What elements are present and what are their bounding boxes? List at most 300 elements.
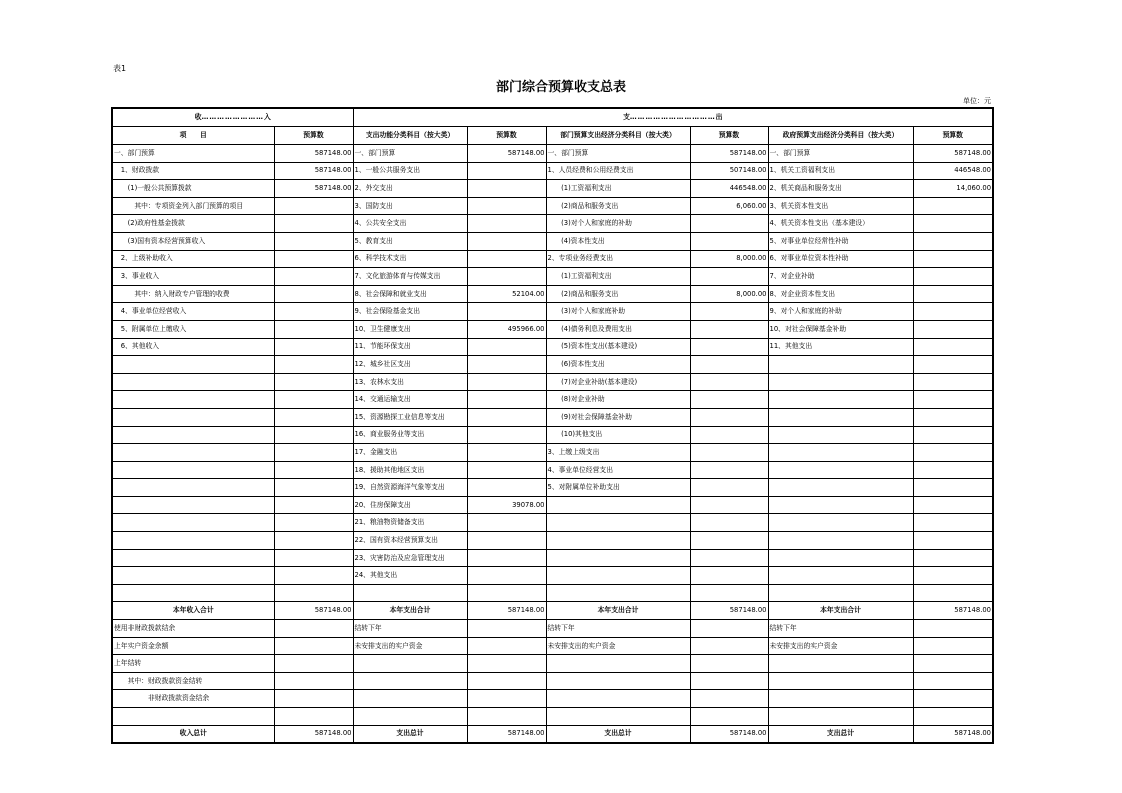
econ-gov-budget <box>913 268 993 286</box>
econ-dept-budget <box>690 620 768 638</box>
econ-gov-budget <box>913 285 993 303</box>
econ-gov-budget <box>913 320 993 338</box>
func-item <box>353 655 467 673</box>
func-item: 17、金融支出 <box>353 444 467 462</box>
func-item: 18、援助其他地区支出 <box>353 461 467 479</box>
econ-gov-item: 2、机关商品和服务支出 <box>768 180 913 198</box>
income-budget: 587148.00 <box>274 602 353 620</box>
func-item: 12、城乡社区支出 <box>353 356 467 374</box>
income-budget <box>274 514 353 532</box>
econ-dept-item: (4)资本性支出 <box>546 232 690 250</box>
income-budget <box>274 303 353 321</box>
income-budget <box>274 672 353 690</box>
table-row <box>112 461 993 479</box>
func-item: 21、粮油物资储备支出 <box>353 514 467 532</box>
econ-dept-budget <box>690 373 768 391</box>
econ-dept-item: 4、事业单位经营支出 <box>546 461 690 479</box>
econ-dept-budget <box>690 320 768 338</box>
econ-gov-item: 5、对事业单位经常性补助 <box>768 232 913 250</box>
econ-gov-item: 8、对企业资本性支出 <box>768 285 913 303</box>
econ-gov-item: 支出总计 <box>768 725 913 743</box>
econ-gov-item <box>768 567 913 585</box>
header-row-2 <box>112 127 993 145</box>
func-budget <box>467 514 546 532</box>
income-item <box>112 549 274 567</box>
econ-gov-item: 9、对个人和家庭的补助 <box>768 303 913 321</box>
econ-dept-budget <box>690 655 768 673</box>
income-budget <box>274 320 353 338</box>
table-label: 表1 <box>113 64 127 73</box>
col-header-item: 项 目 <box>112 127 274 145</box>
col-header-budget: 预算数 <box>467 127 546 145</box>
econ-dept-item: (3)对个人和家庭补助 <box>546 303 690 321</box>
table-row <box>112 708 993 726</box>
econ-dept-budget <box>690 567 768 585</box>
func-budget <box>467 268 546 286</box>
table-row <box>112 145 993 163</box>
income-item <box>112 356 274 374</box>
econ-gov-item <box>768 461 913 479</box>
econ-gov-budget <box>913 496 993 514</box>
income-budget <box>274 708 353 726</box>
table-row <box>112 637 993 655</box>
econ-dept-budget <box>690 232 768 250</box>
table-row <box>112 320 993 338</box>
income-budget: 587148.00 <box>274 145 353 163</box>
econ-gov-budget <box>913 690 993 708</box>
econ-dept-budget <box>690 268 768 286</box>
func-budget <box>467 672 546 690</box>
econ-dept-item <box>546 708 690 726</box>
func-item <box>353 708 467 726</box>
income-item <box>112 708 274 726</box>
econ-dept-item <box>546 514 690 532</box>
econ-gov-item <box>768 514 913 532</box>
econ-gov-item: 本年支出合计 <box>768 602 913 620</box>
header-row-1 <box>112 108 993 127</box>
func-item: 15、资源勘探工业信息等支出 <box>353 408 467 426</box>
econ-dept-budget <box>690 303 768 321</box>
econ-dept-budget: 8,000.00 <box>690 285 768 303</box>
table-row <box>112 250 993 268</box>
econ-gov-budget: 446548.00 <box>913 162 993 180</box>
func-budget <box>467 444 546 462</box>
econ-gov-item: 1、机关工资福利支出 <box>768 162 913 180</box>
func-budget <box>467 690 546 708</box>
table-row <box>112 532 993 550</box>
econ-dept-budget <box>690 690 768 708</box>
col-header-budget: 预算数 <box>690 127 768 145</box>
income-budget <box>274 690 353 708</box>
econ-dept-budget: 587148.00 <box>690 602 768 620</box>
func-item: 8、社会保障和就业支出 <box>353 285 467 303</box>
income-item <box>112 496 274 514</box>
econ-gov-item <box>768 356 913 374</box>
table-row <box>112 479 993 497</box>
income-item: 非财政拨款资金结余 <box>112 690 274 708</box>
econ-gov-budget: 587148.00 <box>913 145 993 163</box>
econ-dept-budget <box>690 391 768 409</box>
income-item <box>112 444 274 462</box>
func-budget <box>467 532 546 550</box>
budget-summary-table <box>111 107 994 744</box>
econ-gov-budget <box>913 250 993 268</box>
econ-gov-budget <box>913 338 993 356</box>
econ-dept-item: (5)资本性支出(基本建设) <box>546 338 690 356</box>
func-budget <box>467 338 546 356</box>
income-budget <box>274 496 353 514</box>
table-row <box>112 197 993 215</box>
income-item <box>112 426 274 444</box>
econ-dept-budget: 587148.00 <box>690 145 768 163</box>
econ-dept-item: 结转下年 <box>546 620 690 638</box>
econ-dept-item <box>546 655 690 673</box>
func-item: 结转下年 <box>353 620 467 638</box>
func-budget <box>467 461 546 479</box>
table-row <box>112 232 993 250</box>
econ-dept-item <box>546 567 690 585</box>
econ-gov-budget <box>913 549 993 567</box>
econ-dept-item: 1、人员经费和公用经费支出 <box>546 162 690 180</box>
econ-gov-item: 3、机关资本性支出 <box>768 197 913 215</box>
econ-dept-budget <box>690 514 768 532</box>
econ-gov-budget <box>913 479 993 497</box>
econ-gov-budget <box>913 391 993 409</box>
grand-total-row <box>112 725 993 743</box>
table-row <box>112 373 993 391</box>
econ-dept-item: (8)对企业补助 <box>546 391 690 409</box>
income-budget <box>274 479 353 497</box>
income-header: 收……………………入 <box>112 108 353 127</box>
income-budget <box>274 532 353 550</box>
func-item: 支出总计 <box>353 725 467 743</box>
func-budget <box>467 637 546 655</box>
econ-gov-item <box>768 479 913 497</box>
econ-dept-item: (1)工资福利支出 <box>546 180 690 198</box>
econ-gov-item: 一、部门预算 <box>768 145 913 163</box>
func-item: 16、商业服务业等支出 <box>353 426 467 444</box>
income-item: 4、事业单位经营收入 <box>112 303 274 321</box>
econ-gov-item: 6、对事业单位资本性补助 <box>768 250 913 268</box>
econ-gov-budget <box>913 567 993 585</box>
income-item: 其中：纳入财政专户管理的收费 <box>112 285 274 303</box>
econ-gov-item: 结转下年 <box>768 620 913 638</box>
income-item: (1)一般公共预算拨款 <box>112 180 274 198</box>
econ-dept-item <box>546 549 690 567</box>
econ-dept-budget <box>690 479 768 497</box>
econ-dept-budget <box>690 532 768 550</box>
econ-gov-budget <box>913 356 993 374</box>
func-item: 14、交通运输支出 <box>353 391 467 409</box>
func-item <box>353 690 467 708</box>
table-row <box>112 549 993 567</box>
econ-dept-item: (7)对企业补助(基本建设) <box>546 373 690 391</box>
func-item: 一、部门预算 <box>353 145 467 163</box>
func-item: 22、国有资本经营预算支出 <box>353 532 467 550</box>
econ-dept-item <box>546 584 690 602</box>
income-item <box>112 391 274 409</box>
func-item: 11、节能环保支出 <box>353 338 467 356</box>
func-budget <box>467 479 546 497</box>
table-row <box>112 408 993 426</box>
func-budget: 52104.00 <box>467 285 546 303</box>
table-row <box>112 215 993 233</box>
econ-gov-budget <box>913 426 993 444</box>
econ-dept-budget <box>690 215 768 233</box>
func-budget <box>467 584 546 602</box>
econ-gov-budget <box>913 655 993 673</box>
econ-dept-item: (9)对社会保障基金补助 <box>546 408 690 426</box>
econ-gov-budget <box>913 637 993 655</box>
table-row <box>112 514 993 532</box>
econ-dept-budget <box>690 672 768 690</box>
table-row <box>112 567 993 585</box>
income-item: 2、上级补助收入 <box>112 250 274 268</box>
econ-dept-budget <box>690 637 768 655</box>
income-item: 使用非财政拨款结余 <box>112 620 274 638</box>
func-budget <box>467 567 546 585</box>
func-item <box>353 672 467 690</box>
func-budget <box>467 391 546 409</box>
func-item: 3、国防支出 <box>353 197 467 215</box>
income-budget <box>274 637 353 655</box>
econ-dept-budget: 446548.00 <box>690 180 768 198</box>
econ-dept-item <box>546 532 690 550</box>
income-budget <box>274 584 353 602</box>
econ-gov-budget <box>913 444 993 462</box>
econ-gov-item <box>768 708 913 726</box>
func-item: 7、文化旅游体育与传媒支出 <box>353 268 467 286</box>
income-item <box>112 373 274 391</box>
func-budget <box>467 197 546 215</box>
econ-dept-item: (3)对个人和家庭的补助 <box>546 215 690 233</box>
econ-gov-item <box>768 584 913 602</box>
income-item <box>112 461 274 479</box>
income-budget <box>274 444 353 462</box>
income-budget <box>274 373 353 391</box>
econ-gov-budget <box>913 232 993 250</box>
econ-dept-budget <box>690 708 768 726</box>
income-item: 收入总计 <box>112 725 274 743</box>
econ-gov-budget <box>913 532 993 550</box>
income-budget <box>274 426 353 444</box>
econ-gov-item <box>768 496 913 514</box>
income-item: 上年结转 <box>112 655 274 673</box>
func-item: 24、其他支出 <box>353 567 467 585</box>
table-row <box>112 180 993 198</box>
income-budget <box>274 620 353 638</box>
econ-gov-item: 10、对社会保障基金补助 <box>768 320 913 338</box>
econ-gov-budget <box>913 672 993 690</box>
income-budget: 587148.00 <box>274 725 353 743</box>
econ-dept-item: 2、专项业务经费支出 <box>546 250 690 268</box>
func-budget: 39078.00 <box>467 496 546 514</box>
econ-dept-budget <box>690 584 768 602</box>
income-budget <box>274 549 353 567</box>
econ-dept-item: 未安排支出的实户资金 <box>546 637 690 655</box>
econ-dept-budget: 507148.00 <box>690 162 768 180</box>
econ-gov-item <box>768 408 913 426</box>
table-row <box>112 162 993 180</box>
econ-gov-item <box>768 532 913 550</box>
income-budget: 587148.00 <box>274 180 353 198</box>
income-budget <box>274 285 353 303</box>
econ-dept-budget: 8,000.00 <box>690 250 768 268</box>
func-budget <box>467 215 546 233</box>
func-item: 1、一般公共服务支出 <box>353 162 467 180</box>
col-header-budget: 预算数 <box>274 127 353 145</box>
econ-dept-budget <box>690 408 768 426</box>
income-budget <box>274 197 353 215</box>
econ-gov-budget: 587148.00 <box>913 725 993 743</box>
func-item: 13、农林水支出 <box>353 373 467 391</box>
econ-dept-item: (2)商品和服务支出 <box>546 197 690 215</box>
table-row <box>112 655 993 673</box>
econ-dept-budget: 587148.00 <box>690 725 768 743</box>
func-budget: 495966.00 <box>467 320 546 338</box>
income-item: 上年实户资金余额 <box>112 637 274 655</box>
income-budget: 587148.00 <box>274 162 353 180</box>
func-budget <box>467 408 546 426</box>
econ-dept-item <box>546 690 690 708</box>
func-item: 2、外交支出 <box>353 180 467 198</box>
econ-gov-budget: 587148.00 <box>913 602 993 620</box>
func-item: 19、自然资源海洋气象等支出 <box>353 479 467 497</box>
econ-dept-item: (2)商品和服务支出 <box>546 285 690 303</box>
econ-gov-budget <box>913 620 993 638</box>
econ-gov-item <box>768 672 913 690</box>
func-budget <box>467 303 546 321</box>
func-item: 23、灾害防治及应急管理支出 <box>353 549 467 567</box>
income-item: (3)国有资本经营预算收入 <box>112 232 274 250</box>
col-header-econ-gov: 政府预算支出经济分类科目（按大类） <box>768 127 913 145</box>
func-item: 9、社会保险基金支出 <box>353 303 467 321</box>
table-row <box>112 620 993 638</box>
income-item: 本年收入合计 <box>112 602 274 620</box>
econ-dept-budget <box>690 496 768 514</box>
func-item: 本年支出合计 <box>353 602 467 620</box>
econ-gov-budget <box>913 408 993 426</box>
func-item: 10、卫生健康支出 <box>353 320 467 338</box>
func-budget: 587148.00 <box>467 145 546 163</box>
econ-gov-item <box>768 444 913 462</box>
func-budget: 587148.00 <box>467 602 546 620</box>
econ-dept-item: (6)资本性支出 <box>546 356 690 374</box>
econ-gov-item <box>768 426 913 444</box>
func-budget <box>467 232 546 250</box>
table-row <box>112 338 993 356</box>
func-budget <box>467 655 546 673</box>
econ-gov-item: 11、其他支出 <box>768 338 913 356</box>
econ-dept-item: 本年支出合计 <box>546 602 690 620</box>
econ-dept-item <box>546 672 690 690</box>
econ-gov-item <box>768 391 913 409</box>
income-budget <box>274 250 353 268</box>
func-item <box>353 584 467 602</box>
income-budget <box>274 391 353 409</box>
econ-gov-item: 未安排支出的实户资金 <box>768 637 913 655</box>
income-budget <box>274 461 353 479</box>
econ-dept-item: 一、部门预算 <box>546 145 690 163</box>
table-row <box>112 285 993 303</box>
func-budget: 587148.00 <box>467 725 546 743</box>
func-item: 5、教育支出 <box>353 232 467 250</box>
income-item: (2)政府性基金拨款 <box>112 215 274 233</box>
func-item: 未安排支出的实户资金 <box>353 637 467 655</box>
econ-gov-item <box>768 690 913 708</box>
income-item: 3、事业收入 <box>112 268 274 286</box>
table-row <box>112 584 993 602</box>
table-row <box>112 672 993 690</box>
income-budget <box>274 408 353 426</box>
func-budget <box>467 549 546 567</box>
income-item <box>112 408 274 426</box>
econ-dept-item: (4)债务利息及费用支出 <box>546 320 690 338</box>
func-item: 20、住房保障支出 <box>353 496 467 514</box>
econ-gov-budget <box>913 708 993 726</box>
table-row <box>112 496 993 514</box>
econ-dept-item: (10)其他支出 <box>546 426 690 444</box>
econ-gov-budget <box>913 584 993 602</box>
func-item: 6、科学技术支出 <box>353 250 467 268</box>
table-row <box>112 690 993 708</box>
econ-dept-budget: 6,060.00 <box>690 197 768 215</box>
income-item: 5、附属单位上缴收入 <box>112 320 274 338</box>
econ-dept-item <box>546 496 690 514</box>
econ-gov-budget <box>913 461 993 479</box>
econ-dept-budget <box>690 549 768 567</box>
econ-dept-budget <box>690 338 768 356</box>
econ-dept-item: 3、上缴上级支出 <box>546 444 690 462</box>
income-budget <box>274 655 353 673</box>
econ-dept-item: 5、对附属单位补助支出 <box>546 479 690 497</box>
econ-gov-budget <box>913 514 993 532</box>
table-row <box>112 303 993 321</box>
econ-gov-item <box>768 655 913 673</box>
func-budget <box>467 356 546 374</box>
func-budget <box>467 250 546 268</box>
econ-gov-budget <box>913 197 993 215</box>
func-budget <box>467 373 546 391</box>
col-header-budget: 预算数 <box>913 127 993 145</box>
func-budget <box>467 620 546 638</box>
year-total-row <box>112 602 993 620</box>
table-row <box>112 356 993 374</box>
econ-dept-budget <box>690 356 768 374</box>
econ-gov-item: 7、对企业补助 <box>768 268 913 286</box>
unit-label: 单位：元 <box>963 97 991 105</box>
econ-gov-budget <box>913 303 993 321</box>
table-row <box>112 391 993 409</box>
col-header-econ-dept: 部门预算支出经济分类科目（按大类） <box>546 127 690 145</box>
func-budget <box>467 180 546 198</box>
table-row <box>112 426 993 444</box>
income-item: 1、财政拨款 <box>112 162 274 180</box>
econ-dept-item: (1)工资福利支出 <box>546 268 690 286</box>
income-item <box>112 514 274 532</box>
income-item: 一、部门预算 <box>112 145 274 163</box>
func-budget <box>467 708 546 726</box>
income-budget <box>274 356 353 374</box>
econ-gov-budget <box>913 373 993 391</box>
income-budget <box>274 268 353 286</box>
econ-dept-budget <box>690 461 768 479</box>
income-item: 其中：财政拨款资金结转 <box>112 672 274 690</box>
econ-dept-budget <box>690 426 768 444</box>
income-item <box>112 584 274 602</box>
income-budget <box>274 215 353 233</box>
income-budget <box>274 232 353 250</box>
